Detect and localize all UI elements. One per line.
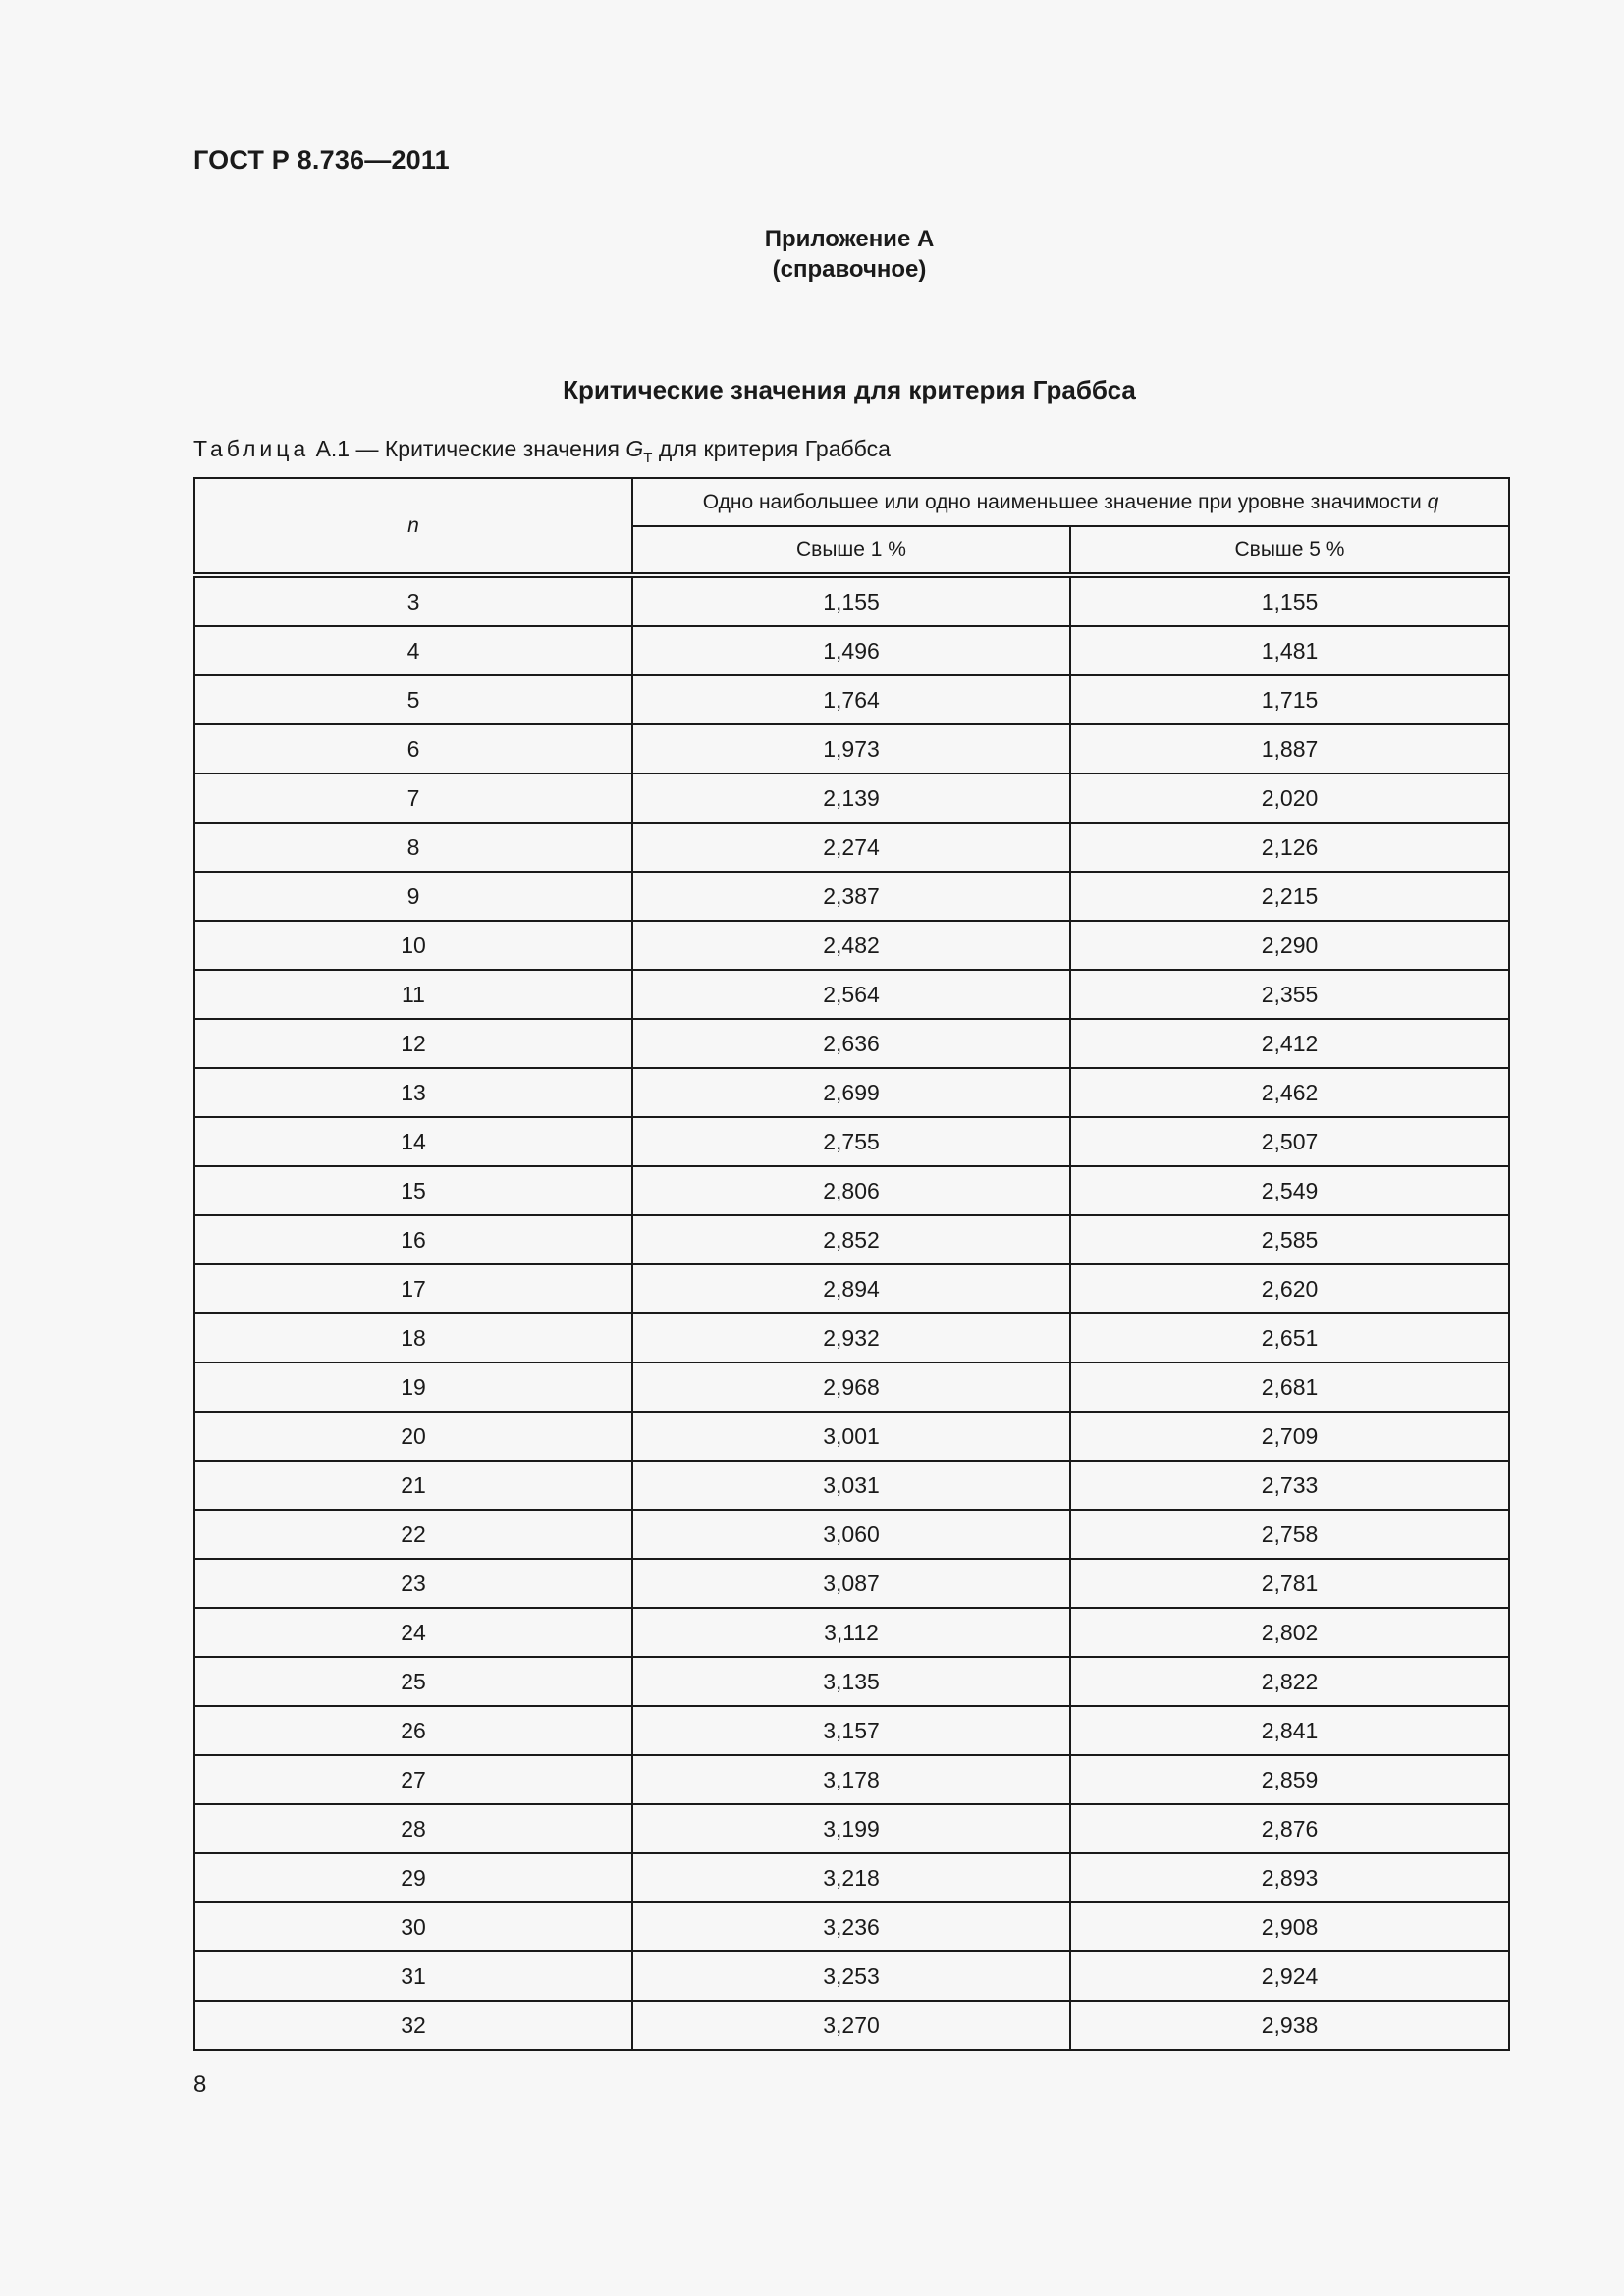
table-body [194,575,1509,2050]
cell-5-percent: 2,893 [1070,1853,1509,1902]
cell-n: 19 [194,1362,632,1412]
table-caption-label: Таблица [193,436,310,461]
section-title: Критические значения для критерия Граббса [563,375,1136,404]
cell-n: 17 [194,1264,632,1313]
cell-5-percent: 2,290 [1070,921,1509,970]
cell-1-percent: 1,764 [632,675,1070,724]
table-row [194,1657,1509,1706]
cell-n: 3 [194,575,632,626]
cell-1-percent: 2,852 [632,1215,1070,1264]
cell-1-percent: 1,973 [632,724,1070,774]
table-row [194,1166,1509,1215]
cell-1-percent: 3,087 [632,1559,1070,1608]
cell-n: 27 [194,1755,632,1804]
table-row [194,2001,1509,2050]
table-row [194,626,1509,675]
cell-1-percent: 3,112 [632,1608,1070,1657]
table-caption-suffix: для критерия Граббса [658,436,891,461]
cell-n: 22 [194,1510,632,1559]
table-row [194,872,1509,921]
cell-1-percent: 2,968 [632,1362,1070,1412]
cell-n: 18 [194,1313,632,1362]
cell-5-percent: 2,651 [1070,1313,1509,1362]
cell-n: 9 [194,872,632,921]
cell-n: 32 [194,2001,632,2050]
cell-1-percent: 2,139 [632,774,1070,823]
cell-n: 4 [194,626,632,675]
table-row [194,1853,1509,1902]
appendix-heading [0,224,1624,285]
cell-5-percent: 2,549 [1070,1166,1509,1215]
cell-5-percent: 2,938 [1070,2001,1509,2050]
cell-5-percent: 1,715 [1070,675,1509,724]
cell-n: 8 [194,823,632,872]
cell-1-percent: 3,218 [632,1853,1070,1902]
cell-1-percent: 1,496 [632,626,1070,675]
column-group-header: Одно наибольшее или одно наименьшее значение при уровне значимости q [632,478,1509,526]
cell-5-percent: 2,020 [1070,774,1509,823]
cell-5-percent: 2,585 [1070,1215,1509,1264]
cell-n: 29 [194,1853,632,1902]
table-caption-number: А.1 — Критические значения [315,436,620,461]
cell-5-percent: 2,412 [1070,1019,1509,1068]
cell-n: 21 [194,1461,632,1510]
table-row [194,774,1509,823]
cell-1-percent: 2,564 [632,970,1070,1019]
cell-1-percent: 3,199 [632,1804,1070,1853]
cell-1-percent: 3,178 [632,1755,1070,1804]
cell-5-percent: 2,355 [1070,970,1509,1019]
cell-n: 12 [194,1019,632,1068]
table-caption-variable-subscript: Т [643,450,653,466]
cell-1-percent: 3,031 [632,1461,1070,1510]
cell-n: 30 [194,1902,632,1951]
cell-1-percent: 2,806 [632,1166,1070,1215]
cell-n: 10 [194,921,632,970]
cell-n: 6 [194,724,632,774]
cell-5-percent: 2,822 [1070,1657,1509,1706]
table-row [194,823,1509,872]
grubbs-critical-values-table [193,477,1510,2051]
cell-1-percent: 3,135 [632,1657,1070,1706]
table-row [194,1019,1509,1068]
appendix-subtitle: (справочное) [772,256,927,283]
cell-5-percent: 2,709 [1070,1412,1509,1461]
table-row [194,1412,1509,1461]
cell-5-percent: 2,876 [1070,1804,1509,1853]
cell-n: 7 [194,774,632,823]
table-caption-variable: $G_Т$ [625,436,653,466]
cell-5-percent: 1,155 [1070,575,1509,626]
cell-n: 28 [194,1804,632,1853]
table-row [194,1559,1509,1608]
cell-n: 11 [194,970,632,1019]
cell-n: 20 [194,1412,632,1461]
column-header-5-percent: Свыше 5 % [1070,526,1509,575]
cell-5-percent: 2,841 [1070,1706,1509,1755]
cell-1-percent: 3,270 [632,2001,1070,2050]
document-code: ГОСТ Р 8.736—2011 [193,145,450,175]
cell-5-percent: 2,908 [1070,1902,1509,1951]
cell-5-percent: 2,859 [1070,1755,1509,1804]
table-row [194,1313,1509,1362]
cell-1-percent: 3,253 [632,1951,1070,2001]
significance-level-variable: q [1427,490,1439,513]
page-number: 8 [193,2071,207,2098]
cell-1-percent: 2,932 [632,1313,1070,1362]
cell-5-percent: 2,781 [1070,1559,1509,1608]
appendix-title: Приложение А [764,226,935,252]
table-row [194,1755,1509,1804]
cell-n: 5 [194,675,632,724]
table-row [194,1362,1509,1412]
table-row [194,1215,1509,1264]
cell-n: 23 [194,1559,632,1608]
cell-5-percent: 2,802 [1070,1608,1509,1657]
column-header-1-percent: Свыше 1 % [632,526,1070,575]
cell-n: 16 [194,1215,632,1264]
cell-5-percent: 2,758 [1070,1510,1509,1559]
cell-n: 13 [194,1068,632,1117]
table-row [194,1706,1509,1755]
cell-1-percent: 3,236 [632,1902,1070,1951]
cell-5-percent: 1,887 [1070,724,1509,774]
table-row [194,1510,1509,1559]
cell-1-percent: 3,157 [632,1706,1070,1755]
cell-5-percent: 2,924 [1070,1951,1509,2001]
cell-1-percent: 3,060 [632,1510,1070,1559]
cell-5-percent: 2,462 [1070,1068,1509,1117]
cell-1-percent: 2,755 [632,1117,1070,1166]
cell-1-percent: 2,636 [632,1019,1070,1068]
table-row [194,675,1509,724]
table-row [194,1068,1509,1117]
cell-5-percent: 2,215 [1070,872,1509,921]
cell-1-percent: 2,482 [632,921,1070,970]
table-row [194,1264,1509,1313]
cell-n: 14 [194,1117,632,1166]
table-row [194,1608,1509,1657]
cell-5-percent: 2,126 [1070,823,1509,872]
cell-n: 24 [194,1608,632,1657]
cell-n: 31 [194,1951,632,2001]
cell-1-percent: 1,155 [632,575,1070,626]
table-row [194,575,1509,626]
cell-1-percent: 3,001 [632,1412,1070,1461]
cell-1-percent: 2,699 [632,1068,1070,1117]
cell-5-percent: 2,733 [1070,1461,1509,1510]
cell-1-percent: 2,274 [632,823,1070,872]
cell-5-percent: 2,681 [1070,1362,1509,1412]
table-row [194,1902,1509,1951]
table-row [194,1117,1509,1166]
cell-n: 26 [194,1706,632,1755]
table-row [194,970,1509,1019]
cell-5-percent: 1,481 [1070,626,1509,675]
table-row [194,724,1509,774]
cell-5-percent: 2,620 [1070,1264,1509,1313]
cell-1-percent: 2,387 [632,872,1070,921]
cell-5-percent: 2,507 [1070,1117,1509,1166]
cell-n: 15 [194,1166,632,1215]
cell-1-percent: 2,894 [632,1264,1070,1313]
table-row [194,921,1509,970]
column-header-n: n [194,478,632,575]
table-row [194,1804,1509,1853]
cell-n: 25 [194,1657,632,1706]
table-row [194,1461,1509,1510]
table-row [194,1951,1509,2001]
table-caption [193,436,891,466]
